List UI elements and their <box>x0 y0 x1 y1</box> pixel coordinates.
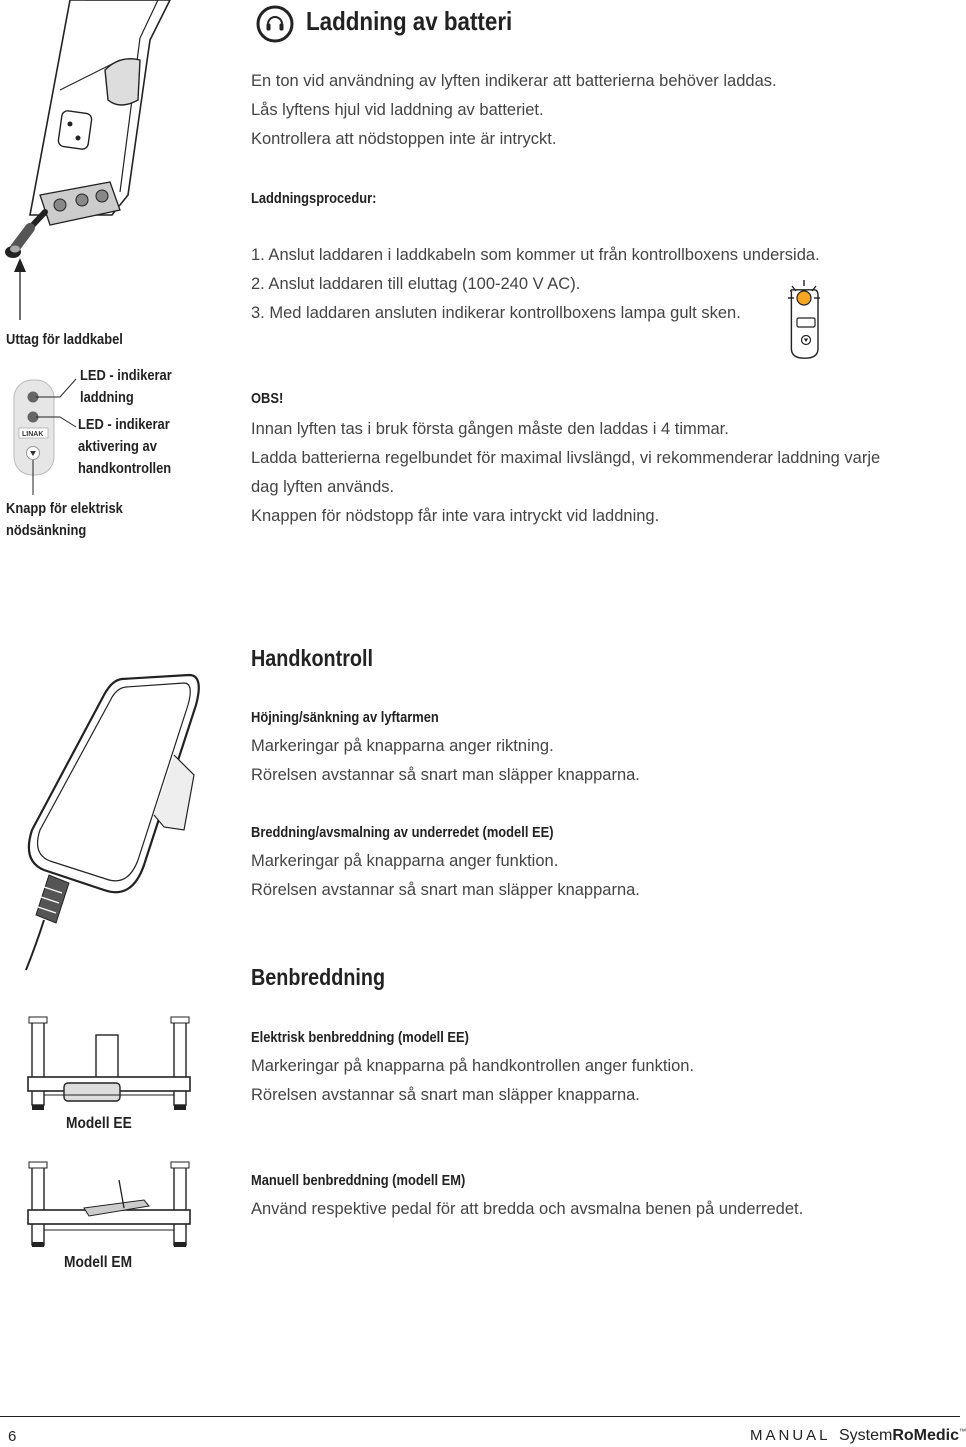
yellow-led-icon <box>797 291 811 305</box>
intro-line: Kontrollera att nödstoppen inte är intryckt. <box>251 130 557 148</box>
label-led-charging <box>80 365 172 409</box>
label-line: LED - indikerar <box>80 367 172 384</box>
label-line: aktivering av <box>78 438 157 455</box>
hand-control-illustration <box>14 665 224 975</box>
procedure-steps <box>251 241 820 328</box>
subheading-manual-leg: Manuell benbreddning (modell EM) <box>251 1172 466 1189</box>
base-width-text <box>251 847 640 905</box>
subheading-base-width: Breddning/avsmalning av underredet (modell EE) <box>251 824 554 841</box>
label-charging-port: Uttag för laddkabel <box>6 331 123 348</box>
subheading-lift-arm: Höjning/sänkning av lyftarmen <box>251 709 439 726</box>
linak-logo: LINAK <box>22 431 44 438</box>
label-emergency-button <box>6 498 123 542</box>
footer-rule <box>0 1416 960 1417</box>
electric-leg-text <box>251 1052 694 1110</box>
obs-line: Knappen för nödstopp får inte vara intryckt vid laddning. <box>251 507 660 525</box>
model-ee-illustration <box>24 1015 194 1115</box>
label-line: Knapp för elektrisk <box>6 500 123 517</box>
intro-line: En ton vid användning av lyften indikerar att batterierna behöver laddas. <box>251 72 777 90</box>
text-line: Rörelsen avstannar så snart man släpper knapparna. <box>251 1086 640 1104</box>
text-line: Rörelsen avstannar så snart man släpper knapparna. <box>251 881 640 899</box>
label-model-ee: Modell EE <box>66 1115 132 1132</box>
procedure-step: 1. Anslut laddaren i laddkabeln som kommer ut från kontrollboxens undersida. <box>251 246 820 264</box>
label-led-activation <box>78 414 171 480</box>
section-title-handkontroll: Handkontroll <box>251 645 373 671</box>
control-box-lamp-illustration <box>782 278 830 358</box>
intro-line: Lås lyftens hjul vid laddning av batteriet. <box>251 101 544 119</box>
obs-line: Innan lyften tas i bruk första gången måste den laddas i 4 timmar. <box>251 420 729 438</box>
page-number: 6 <box>8 1428 17 1445</box>
footer-brand-system: System <box>838 1427 893 1444</box>
manual-leg-text <box>251 1195 803 1224</box>
label-line: handkontrollen <box>78 460 172 477</box>
text-line: Rörelsen avstannar så snart man släpper knapparna. <box>251 766 640 784</box>
obs-line: dag lyften används. <box>251 478 395 496</box>
procedure-step: 3. Med laddaren ansluten indikerar kontrollboxens lampa gult sken. <box>251 304 741 322</box>
text-line: Markeringar på knapparna anger funktion. <box>251 852 559 870</box>
intro-text <box>251 67 777 154</box>
obs-heading: OBS! <box>251 390 284 407</box>
headphones-icon <box>255 4 295 44</box>
procedure-step: 2. Anslut laddaren till eluttag (100-240 V AC). <box>251 275 581 293</box>
footer-brand-romedic: RoMedic <box>892 1427 959 1444</box>
footer-manual: MANUAL <box>750 1427 831 1444</box>
control-box-diagram <box>0 0 240 300</box>
footer-tm: ™ <box>958 1428 966 1436</box>
text-line: Markeringar på knapparna anger riktning. <box>251 737 554 755</box>
procedure-heading: Laddningsprocedur: <box>251 190 377 207</box>
obs-line: Ladda batterierna regelbundet för maximal livslängd, vi rekommenderar laddning varje <box>251 449 881 467</box>
header-icon <box>255 4 295 44</box>
label-line: LED - indikerar <box>78 416 170 433</box>
text-line: Markeringar på knapparna på handkontrollen anger funktion. <box>251 1057 695 1075</box>
footer-brand <box>750 1427 966 1445</box>
lift-arm-text <box>251 732 640 790</box>
subheading-electric-leg: Elektrisk benbreddning (modell EE) <box>251 1029 469 1046</box>
section-title-benbreddning: Benbreddning <box>251 964 386 990</box>
label-line: nödsänkning <box>6 522 87 539</box>
label-line: laddning <box>80 389 134 406</box>
obs-text <box>251 415 880 531</box>
model-em-illustration <box>24 1160 194 1250</box>
text-line: Använd respektive pedal för att bredda och avsmalna benen på underredet. <box>251 1200 804 1218</box>
page-title: Laddning av batteri <box>306 6 513 36</box>
label-model-em: Modell EM <box>64 1254 133 1271</box>
